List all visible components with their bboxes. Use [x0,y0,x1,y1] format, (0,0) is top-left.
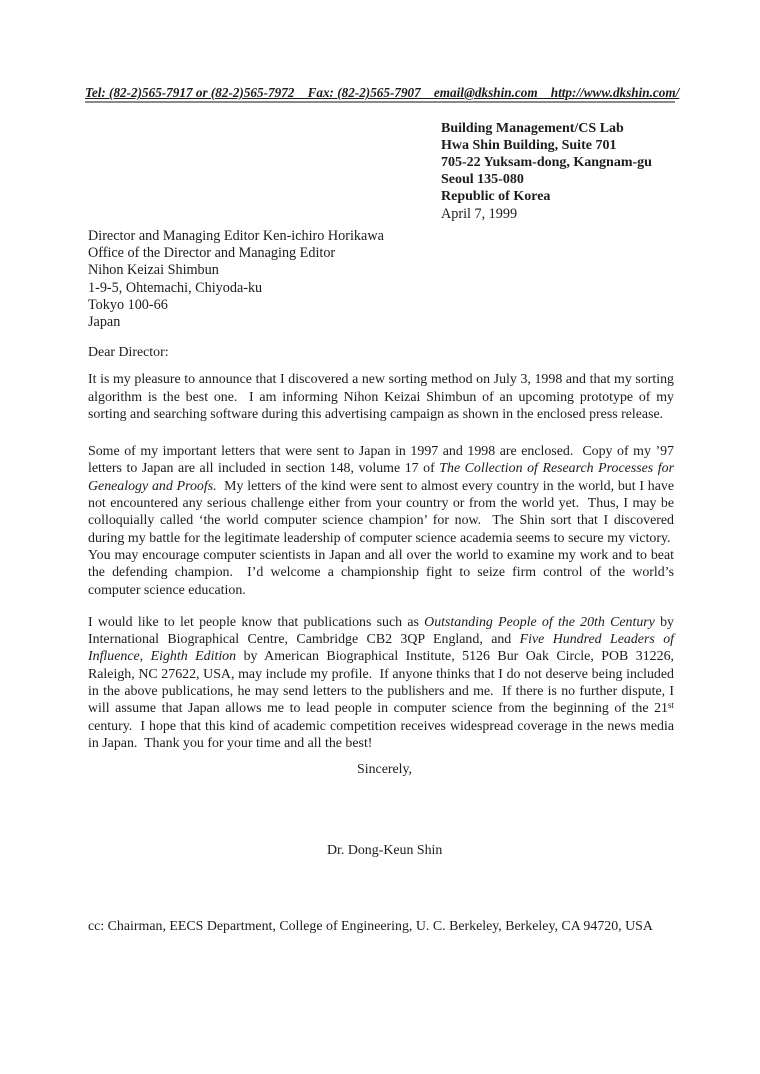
recipient-address-line: Tokyo 100-66 [88,296,168,313]
sender-address-line: Building Management/CS Lab [441,121,624,136]
recipient-address-line: 1-9-5, Ohtemachi, Chiyoda-ku [88,279,263,296]
signature-name: Dr. Dong-Keun Shin [327,842,443,858]
recipient-address-line: Nihon Keizai Shimbun [88,262,219,279]
text-segment: It is my pleasure to announce that I discovered a new sorting method on July 3, 1998 and that my sorting algorithm is the best one. I am informing Nihon Keizai Shimbun of an upcoming prototype of my sorting and searching software during this advertising campaign as shown in the enclosed press release. [88,372,674,422]
letter-body [88,344,674,935]
salutation: Dear Director: [88,345,169,360]
text-segment: st [667,700,674,711]
sender-address-line: Seoul 135-080 [441,172,524,187]
cc-line: cc: Chairman, EECS Department, College of Engineering, U. C. Berkeley, Berkeley, CA 94720, USA [88,918,653,934]
text-segment: Some of my important letters that were sent to Japan in 1997 and 1998 are enclosed. Copy of my ’97 letters to Japan are all included in section 148, volume 17 of [88,444,674,477]
text-segment: by International Biographical Centre, Cambridge CB2 3QP England, and [88,614,674,648]
body-paragraph-1 [88,371,674,423]
recipient-address-block [88,228,384,331]
date-line: April 7, 1999 [441,206,518,222]
recipient-address-line: Office of the Director and Managing Editor [88,245,336,262]
text-segment: Outstanding People of the 20th Century [424,614,655,630]
body-paragraph-3 [88,614,674,752]
text-segment: I would like to let people know that publications such as [88,614,425,630]
text-segment: The Collection of Research Processes for Genealogy and Proofs. [88,461,674,494]
text-segment: My letters of the kind were sent to almost every country in the world, but I have not encountered any serious challenge either from your country or from the world yet. Thus, I may be colloquially called ‘the world computer science champion’ for now. The Shin sort that I discovered during my battle for the legitimate leadership of computer science academia seems to secure my victory. You may encourage computer scientists in Japan and all over the world to examine my work and to beat the defending champion. I’d welcome a championship fight to seize firm control of the world’s computer science education. [88,478,675,598]
text-segment: by American Biographical Institute, 5126 Bur Oak Circle, POB 31226, Raleigh, NC 27622, USA, may include my profile. If anyone thinks that I do not deserve being included in the above publications, he may send letters to the publishers and me. If there is no further dispute, I will assume that Japan allows me to lead people in computer science from the beginning of the 21 [88,649,674,717]
sender-address-line: 705-22 Yuksam-dong, Kangnam-gu [441,155,652,170]
text-segment: century. I hope that this kind of academic competition receives widespread coverage in the news media in Japan. Thank you for your time and all the best! [88,718,674,751]
sender-address-line: Hwa Shin Building, Suite 701 [441,138,617,153]
recipient-address-line: Director and Managing Editor Ken-ichiro Horikawa [88,228,384,244]
sender-address-block [441,120,652,205]
letterhead-contact-line: Tel: (82-2)565-7917 or (82-2)565-7972 Fax: (82-2)565-7907 email@dkshin.com http://www.dkshin.com/ [85,85,675,103]
recipient-address-line: Japan [88,314,121,331]
sender-address-line: Republic of Korea [441,189,551,204]
text-segment: Five Hundred Leaders of Influence, Eighth Edition [88,632,674,665]
body-paragraph-2 [88,443,674,599]
closing: Sincerely, [357,762,413,778]
